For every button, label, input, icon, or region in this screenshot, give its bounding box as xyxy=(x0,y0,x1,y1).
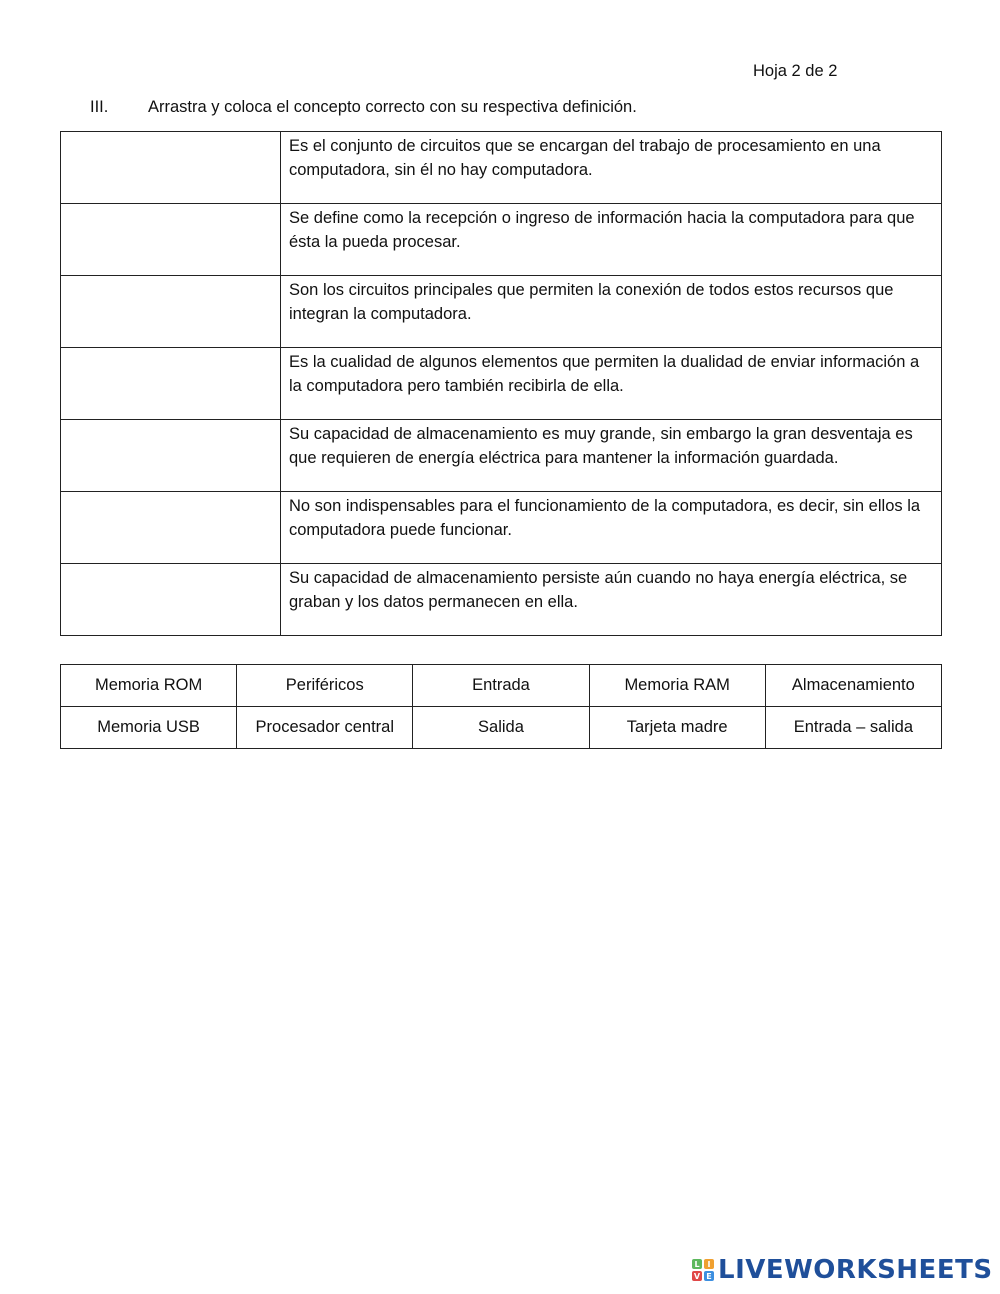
answer-drop-zone-1[interactable] xyxy=(61,132,281,204)
answer-drop-zone-6[interactable] xyxy=(61,492,281,564)
liveworksheets-logo[interactable] xyxy=(692,1256,993,1284)
logo-icon-letter: E xyxy=(706,1272,712,1281)
instruction-number: III. xyxy=(90,98,109,116)
logo-icon-letter: I xyxy=(707,1260,711,1269)
draggable-concept[interactable]: Tarjeta madre xyxy=(589,707,765,749)
definition-text: Su capacidad de almacenamiento es muy grande, sin embargo la gran desventaja es que requieren de energía eléctrica para mantener la información guardada. xyxy=(281,420,942,492)
definition-row xyxy=(61,276,942,348)
definition-row xyxy=(61,348,942,420)
word-bank-row xyxy=(61,665,942,707)
answer-drop-zone-3[interactable] xyxy=(61,276,281,348)
logo-text: LIVEWORKSHEETS xyxy=(718,1255,993,1285)
word-bank-table xyxy=(60,664,942,749)
definition-row xyxy=(61,420,942,492)
draggable-concept[interactable]: Entrada – salida xyxy=(765,707,941,749)
definition-text: Se define como la recepción o ingreso de información hacia la computadora para que ésta la pueda procesar. xyxy=(281,204,942,276)
answer-drop-zone-4[interactable] xyxy=(61,348,281,420)
definition-text: Son los circuitos principales que permiten la conexión de todos estos recursos que integran la computadora. xyxy=(281,276,942,348)
draggable-concept[interactable]: Salida xyxy=(413,707,589,749)
answer-drop-zone-2[interactable] xyxy=(61,204,281,276)
definition-text: Es la cualidad de algunos elementos que permiten la dualidad de enviar información a la computadora pero también recibirla de ella. xyxy=(281,348,942,420)
page-number-label: Hoja 2 de 2 xyxy=(753,62,838,80)
answer-drop-zone-5[interactable] xyxy=(61,420,281,492)
definition-text: Es el conjunto de circuitos que se encargan del trabajo de procesamiento en una computadora, sin él no hay computadora. xyxy=(281,132,942,204)
draggable-concept[interactable]: Almacenamiento xyxy=(765,665,941,707)
answer-drop-zone-7[interactable] xyxy=(61,564,281,636)
definition-row xyxy=(61,132,942,204)
definition-row xyxy=(61,492,942,564)
draggable-concept[interactable]: Procesador central xyxy=(237,707,413,749)
logo-icon-letter: V xyxy=(693,1272,701,1281)
definition-text: No son indispensables para el funcionamiento de la computadora, es decir, sin ellos la computadora puede funcionar. xyxy=(281,492,942,564)
draggable-concept[interactable]: Entrada xyxy=(413,665,589,707)
instruction xyxy=(90,98,637,117)
logo-icon-letter: L xyxy=(694,1260,700,1269)
definition-row xyxy=(61,204,942,276)
draggable-concept[interactable]: Periféricos xyxy=(237,665,413,707)
definition-text: Su capacidad de almacenamiento persiste aún cuando no haya energía eléctrica, se graban y los datos permanecen en ella. xyxy=(281,564,942,636)
draggable-concept[interactable]: Memoria ROM xyxy=(61,665,237,707)
word-bank-row xyxy=(61,707,942,749)
definitions-table xyxy=(60,131,942,636)
draggable-concept[interactable]: Memoria RAM xyxy=(589,665,765,707)
draggable-concept[interactable]: Memoria USB xyxy=(61,707,237,749)
liveworksheets-logo-icon xyxy=(692,1259,714,1281)
definition-row xyxy=(61,564,942,636)
instruction-text: Arrastra y coloca el concepto correcto con su respectiva definición. xyxy=(148,98,637,116)
